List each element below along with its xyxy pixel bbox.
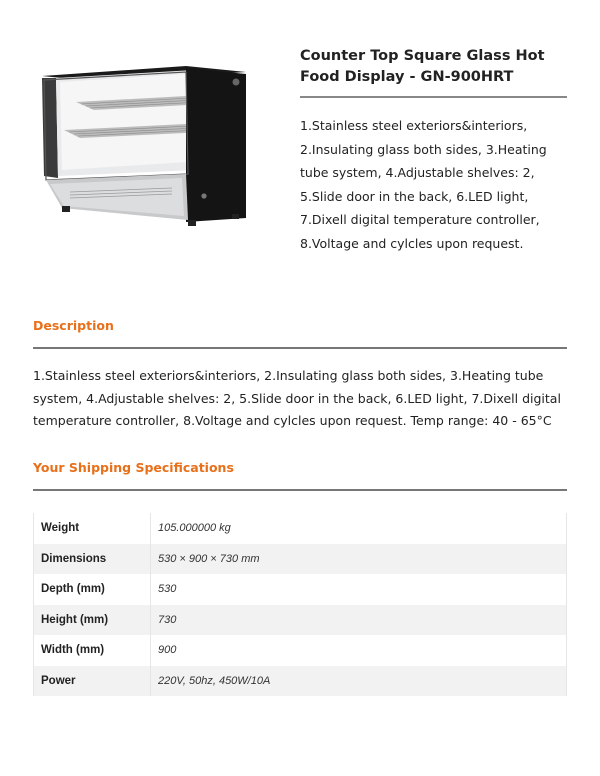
spec-label-height: Height (mm)	[41, 613, 109, 626]
description-divider	[33, 347, 567, 349]
spec-value-power: 220V, 50hz, 450W/10A	[151, 666, 567, 697]
spec-label-depth: Depth (mm)	[41, 583, 105, 596]
spec-value-weight: 105.000000 kg	[151, 513, 567, 544]
title-divider	[300, 96, 567, 98]
spec-value-dimensions: 530 × 900 × 730 mm	[151, 544, 567, 575]
spec-label-dimensions: Dimensions	[41, 552, 107, 565]
product-image	[36, 58, 248, 238]
product-title: Counter Top Square Glass Hot Food Display - GN-900HRT	[300, 48, 545, 85]
table-row	[34, 666, 567, 697]
shipping-divider	[33, 489, 567, 491]
shipping-heading: Your Shipping Specifications	[33, 460, 234, 475]
table-row	[34, 574, 567, 605]
shipping-spec-table	[33, 513, 567, 696]
spec-value-height: 730	[151, 605, 567, 636]
spec-value-width: 900	[151, 635, 567, 666]
description-heading: Description	[33, 318, 114, 333]
spec-value-depth: 530	[151, 574, 567, 605]
spec-label-width: Width (mm)	[41, 644, 105, 657]
table-row	[34, 544, 567, 575]
spec-label-weight: Weight	[41, 522, 80, 535]
spec-label-power: Power	[41, 674, 76, 687]
table-row	[34, 635, 567, 666]
table-row	[34, 513, 567, 544]
product-summary: 1.Stainless steel exteriors&interiors, 2.Insulating glass both sides, 3.Heating tube system, 4.Adjustable shelves: 2, 5.Slide door in the back, 6.LED light, 7.Dixell digital temperature controller, 8.Voltage and cylcles upon request.	[300, 118, 547, 251]
description-text: 1.Stainless steel exteriors&interiors, 2.Insulating glass both sides, 3.Heating tube system, 4.Adjustable shelves: 2, 5.Slide door in the back, 6.LED light, 7.Dixell digital temperature controller, 8.Voltage and cylcles upon request. Temp range: 40 - 65°C	[33, 368, 561, 428]
table-row	[34, 605, 567, 636]
